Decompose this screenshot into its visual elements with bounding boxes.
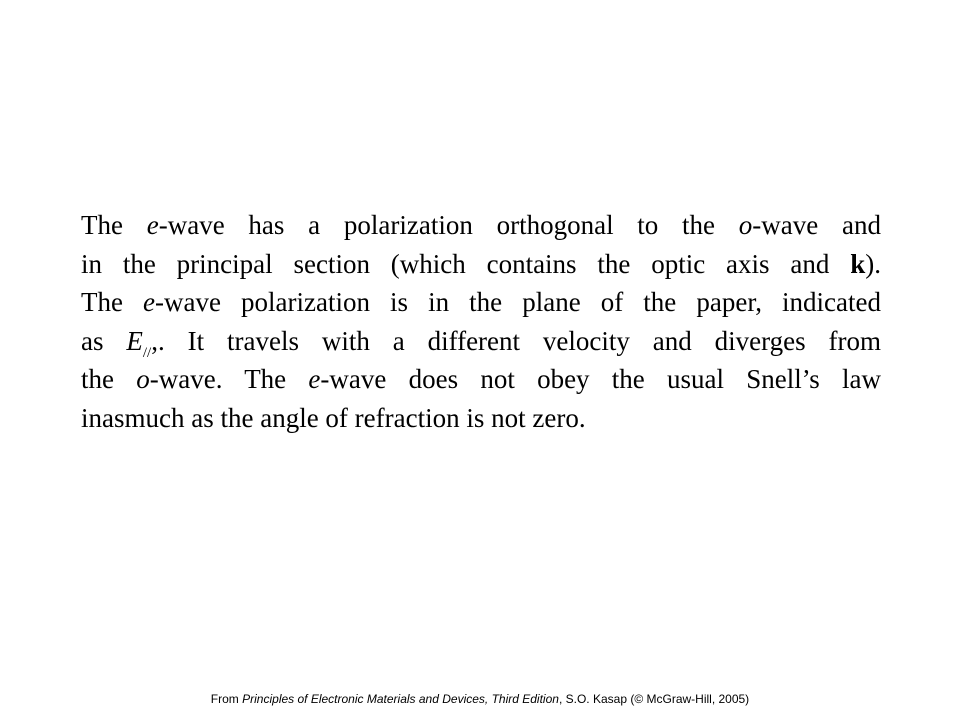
o-wave-symbol: o <box>738 210 753 240</box>
paragraph-line-2: in the principal section (which contains the optic axis and k). <box>81 248 881 279</box>
paragraph-line-5: the o-wave. The e-wave does not obey the usual Snell’s law <box>81 364 881 394</box>
wavevector-symbol: k <box>850 248 866 279</box>
paragraph-line-1: The e-wave has a polarization orthogonal to the o-wave and <box>81 210 881 240</box>
paragraph-line-3: The e-wave polarization is in the plane of the paper, indicated <box>81 287 881 317</box>
field-symbol: E <box>126 325 143 356</box>
body-paragraph <box>81 206 881 437</box>
o-wave-symbol: o <box>136 364 150 394</box>
paragraph-line-6: inasmuch as the angle of refraction is not zero. <box>81 402 586 433</box>
paragraph-line-4: as $E_{//}$,. It travels with a different velocity and diverges from <box>81 325 881 361</box>
source-citation: From Principles of Electronic Materials and Devices, Third Edition, S.O. Kasap (© McGraw-Hill, 2005) <box>210 692 750 706</box>
e-wave-symbol: e <box>308 364 321 394</box>
parallel-subscript: // <box>142 344 152 361</box>
e-wave-symbol: e <box>143 287 156 317</box>
e-wave-symbol: e <box>146 210 159 240</box>
book-title: Principles of Electronic Materials and Devices, Third Edition <box>242 692 559 706</box>
